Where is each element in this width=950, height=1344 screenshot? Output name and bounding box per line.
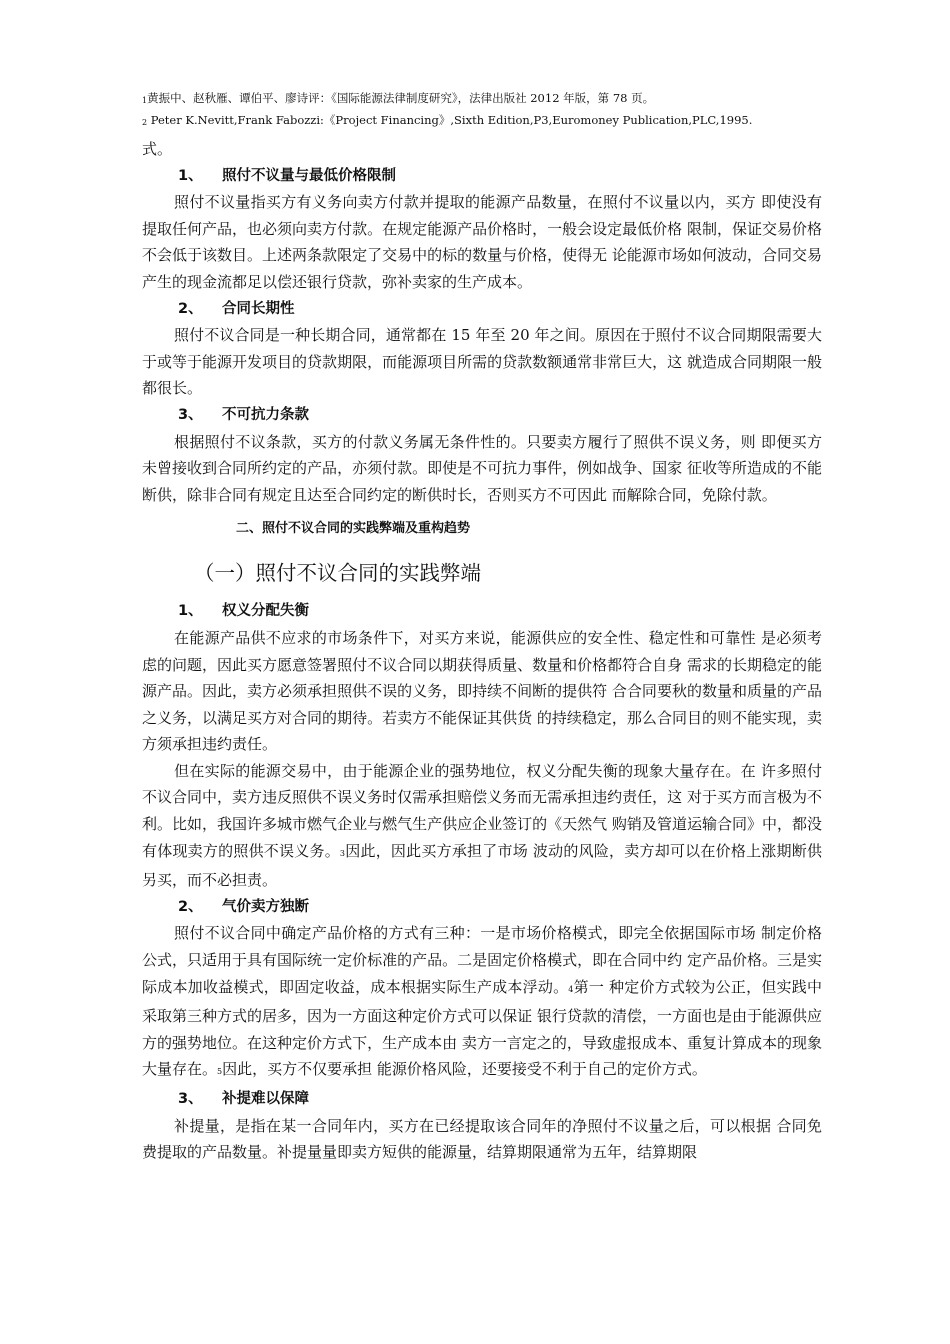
paragraph: 照付不议合同是一种长期合同，通常都在 15 年至 20 年之间。原因在于照付不议合同期限需要大于或等于能源开发项目的贷款期限，而能源项目所需的贷款数额通常非常巨大，这 就造成合同期限一般都很长。 [142,326,822,398]
paragraph: 照付不议量指买方有义务向卖方付款并提取的能源产品数量，在照付不议量以内，买方 即使没有提取任何产品，也必须向卖方付款。在规定能源产品价格时，一般会设定最低价格 限制，保证交易价格不会低于该数目。上述两条款限定了交易中的标的数量与价格，使得无 论能源市场如何波动，合同交易产生的现金流都足以偿还银行贷款，弥补卖家的生产成本。 [142,193,822,291]
paragraph-text: 但在实际的能源交易中，由于能源企业的强势地位，权义分配失衡的现象大量存在。在 许多照付不议合同中，卖方违反照供不误义务时仅需承担赔偿义务而无需承担违约责任，这 对于买方而言极为不利。比如，我国许多城市燃气企业与燃气生产供应企业签订的《天然气 购销及管道运输合同》中，都没有体现卖方的照供不误义务。 [142,761,822,860]
paragraph-text: 第一 种定价方式较为公正，但实践中采取第三种方式的居多，因为一方面这种定价方式可以保证 银行贷款的清偿，一方面也是由于能源供应方的强势地位。在这种定价方式下，生产成本由 卖方一言定之的，导致虚报成本、重复计算成本的现象大量存在。 [142,977,822,1079]
paragraph: 根据照付不议条款，买方的付款义务属无条件性的。只要卖方履行了照供不误义务，则 即便买方未曾接收到合同所约定的产品，亦须付款。即使是不可抗力事件，例如战争、国家 征收等所造成的不能断供，除非合同有规定且达至合同约定的断供时长，否则买方不可因此 而解除合同，免除付款。 [142,432,822,504]
heading-makeup [142,1086,822,1113]
chapter-title: 二、照付不议合同的实践弊端及重构趋势 [236,521,471,537]
paragraph [142,758,822,894]
heading-title: 权义分配失衡 [222,603,309,620]
paragraph-text: 因此，因此买方承担了市场 波动的风险，卖方却可以在价格上涨期断供另买，而不必担责。 [142,841,822,890]
heading-number: 3、 [178,1091,203,1107]
heading-number: 2、 [178,898,203,915]
footnote-ref: 4 [568,984,574,994]
heading-title: 合同长期性 [222,300,295,317]
footnote-mark: 2 [142,118,148,127]
heading-title: 不可抗力条款 [222,406,309,423]
footnotes [142,88,842,132]
footnote-ref: 5 [217,1067,223,1077]
heading-seller-pricing [142,894,822,921]
heading-number: 3、 [178,406,203,423]
paragraph: 补提量，是指在某一合同年内，买方在已经提取该合同年的净照付不议量之后，可以根据 合同免费提取的产品数量。补提量量即卖方短供的能源量，结算期限通常为五年，结算期限 [142,1116,822,1162]
section-title: （一）照付不议合同的实践弊端 [194,561,481,586]
paragraph: 在能源产品供不应求的市场条件下，对买方来说，能源供应的安全性、稳定性和可靠性 是必须考虑的问题，因此买方愿意签署照付不议合同以期获得质量、数量和价格都符合自身 需求的长期稳定的能源产品。因此，卖方必须承担照供不误的义务，即持续不间断的提供符 合合同要秋的数量和质量的产品之义务，以满足买方对合同的期待。若卖方不能保证其供货 的持续稳定，那么合同目的则不能实现，卖方须承担违约责任。 [142,628,822,754]
heading-quantity-price [142,163,822,190]
paragraph-text: 照付不议合同中确定产品价格的方式有三种：一是市场价格模式，即完全依据国际市场 制定价格公式，只适用于具有国际统一定价标准的产品。二是固定价格模式，即在合同中约 定产品价格。三是实际成本加收益模式，即固定收益，成本根据实际生产成本浮动。 [142,924,822,996]
paragraph-text: 因此，买方不仅要承担 能源价格风险，还要接受不利于自己的定价方式。 [222,1060,707,1079]
footnote-mark: 1 [142,96,148,105]
footnote-text: 黄振中、赵秋雁、谭伯平、廖诗评：《国际能源法律制度研究》，法律出版社 2012 年版，第 78 页。 [147,91,655,105]
heading-number: 1、 [178,603,203,620]
footnote-1 [142,88,842,110]
heading-rights-imbalance [142,598,822,625]
document-body [142,136,822,1166]
footnote-ref: 3 [339,848,346,858]
heading-force-majeure [142,402,822,429]
footnote-text: Peter K.Nevitt,Frank Fabozzi:《Project Financing》,Sixth Edition,P3,Euromoney Publication,PLC,1995. [150,113,753,127]
continuation-text: 式。 [142,140,173,158]
footnote-2 [142,110,842,132]
heading-number: 1、 [178,167,203,184]
heading-number: 2、 [178,300,203,317]
heading-title: 照付不议量与最低价格限制 [222,167,396,184]
heading-title: 气价卖方独断 [222,898,309,915]
heading-long-term [142,296,822,323]
heading-title: 补提难以保障 [222,1091,309,1107]
paragraph [142,920,822,1086]
